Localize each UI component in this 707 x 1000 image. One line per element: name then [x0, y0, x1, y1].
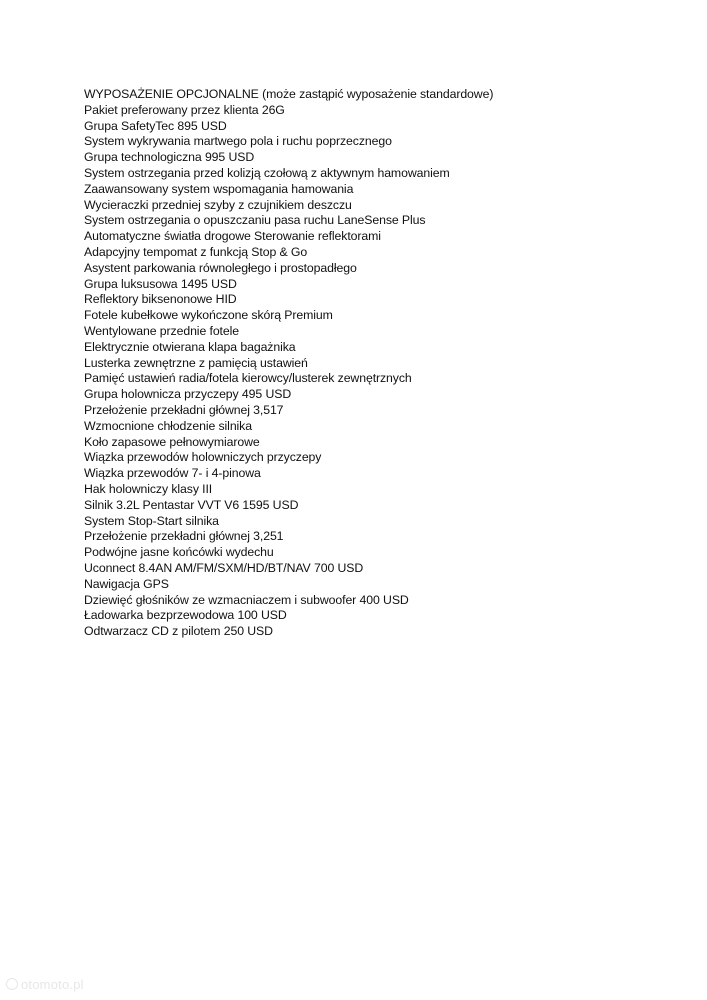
option-line: Zaawansowany system wspomagania hamowania — [84, 181, 354, 196]
option-line: Grupa luksusowa 1495 USD — [84, 276, 237, 291]
option-line: Pamięć ustawień radia/fotela kierowcy/lusterek zewnętrznych — [84, 371, 412, 386]
watermark-text: otomoto.pl — [21, 977, 84, 992]
option-line: Wentylowane przednie fotele — [84, 323, 239, 338]
option-line: Przełożenie przekładni głównej 3,251 — [84, 529, 284, 544]
option-line: Lusterka zewnętrzne z pamięcią ustawień — [84, 355, 308, 370]
option-line: Wycieraczki przedniej szyby z czujnikiem deszczu — [84, 197, 352, 212]
option-line: Elektrycznie otwierana klapa bagażnika — [84, 339, 296, 354]
option-line: Asystent parkowania równoległego i prostopadłego — [84, 260, 357, 275]
option-line: Koło zapasowe pełnowymiarowe — [84, 434, 260, 449]
option-line: Hak holowniczy klasy III — [84, 481, 213, 496]
option-line: Ładowarka bezprzewodowa 100 USD — [84, 608, 287, 623]
document-body — [84, 87, 684, 640]
option-line: Odtwarzacz CD z pilotem 250 USD — [84, 624, 273, 639]
watermark — [6, 977, 84, 992]
option-line: Automatyczne światła drogowe Sterowanie reflektorami — [84, 229, 381, 244]
option-line: Silnik 3.2L Pentastar VVT V6 1595 USD — [84, 497, 299, 512]
option-line: Nawigacja GPS — [84, 576, 169, 591]
option-line: Adapcyjny tempomat z funkcją Stop & Go — [84, 244, 308, 259]
option-line: Fotele kubełkowe wykończone skórą Premium — [84, 308, 333, 323]
option-line: Wzmocnione chłodzenie silnika — [84, 418, 252, 433]
option-line: Wiązka przewodów 7- i 4-pinowa — [84, 466, 261, 481]
option-line: Grupa holownicza przyczepy 495 USD — [84, 387, 292, 402]
option-line: Uconnect 8.4AN AM/FM/SXM/HD/BT/NAV 700 USD — [84, 560, 364, 575]
option-line: System ostrzegania o opuszczaniu pasa ruchu LaneSense Plus — [84, 213, 426, 228]
option-line: Przełożenie przekładni głównej 3,517 — [84, 402, 284, 417]
option-line: System Stop-Start silnika — [84, 513, 219, 528]
watermark-logo-icon — [6, 978, 18, 990]
option-line: Dziewięć głośników ze wzmacniaczem i subwoofer 400 USD — [84, 592, 409, 607]
option-line: System ostrzegania przed kolizją czołową z aktywnym hamowaniem — [84, 165, 450, 180]
option-line: Grupa technologiczna 995 USD — [84, 150, 255, 165]
option-line: Pakiet preferowany przez klienta 26G — [84, 102, 285, 117]
option-line: Reflektory biksenonowe HID — [84, 292, 237, 307]
option-line: Wiązka przewodów holowniczych przyczepy — [84, 450, 322, 465]
option-line: Podwójne jasne końcówki wydechu — [84, 545, 274, 560]
document-heading: WYPOSAŻENIE OPCJONALNE (może zastąpić wyposażenie standardowe) — [84, 87, 494, 101]
option-line: System wykrywania martwego pola i ruchu poprzecznego — [84, 134, 392, 149]
option-line: Grupa SafetyTec 895 USD — [84, 118, 227, 133]
